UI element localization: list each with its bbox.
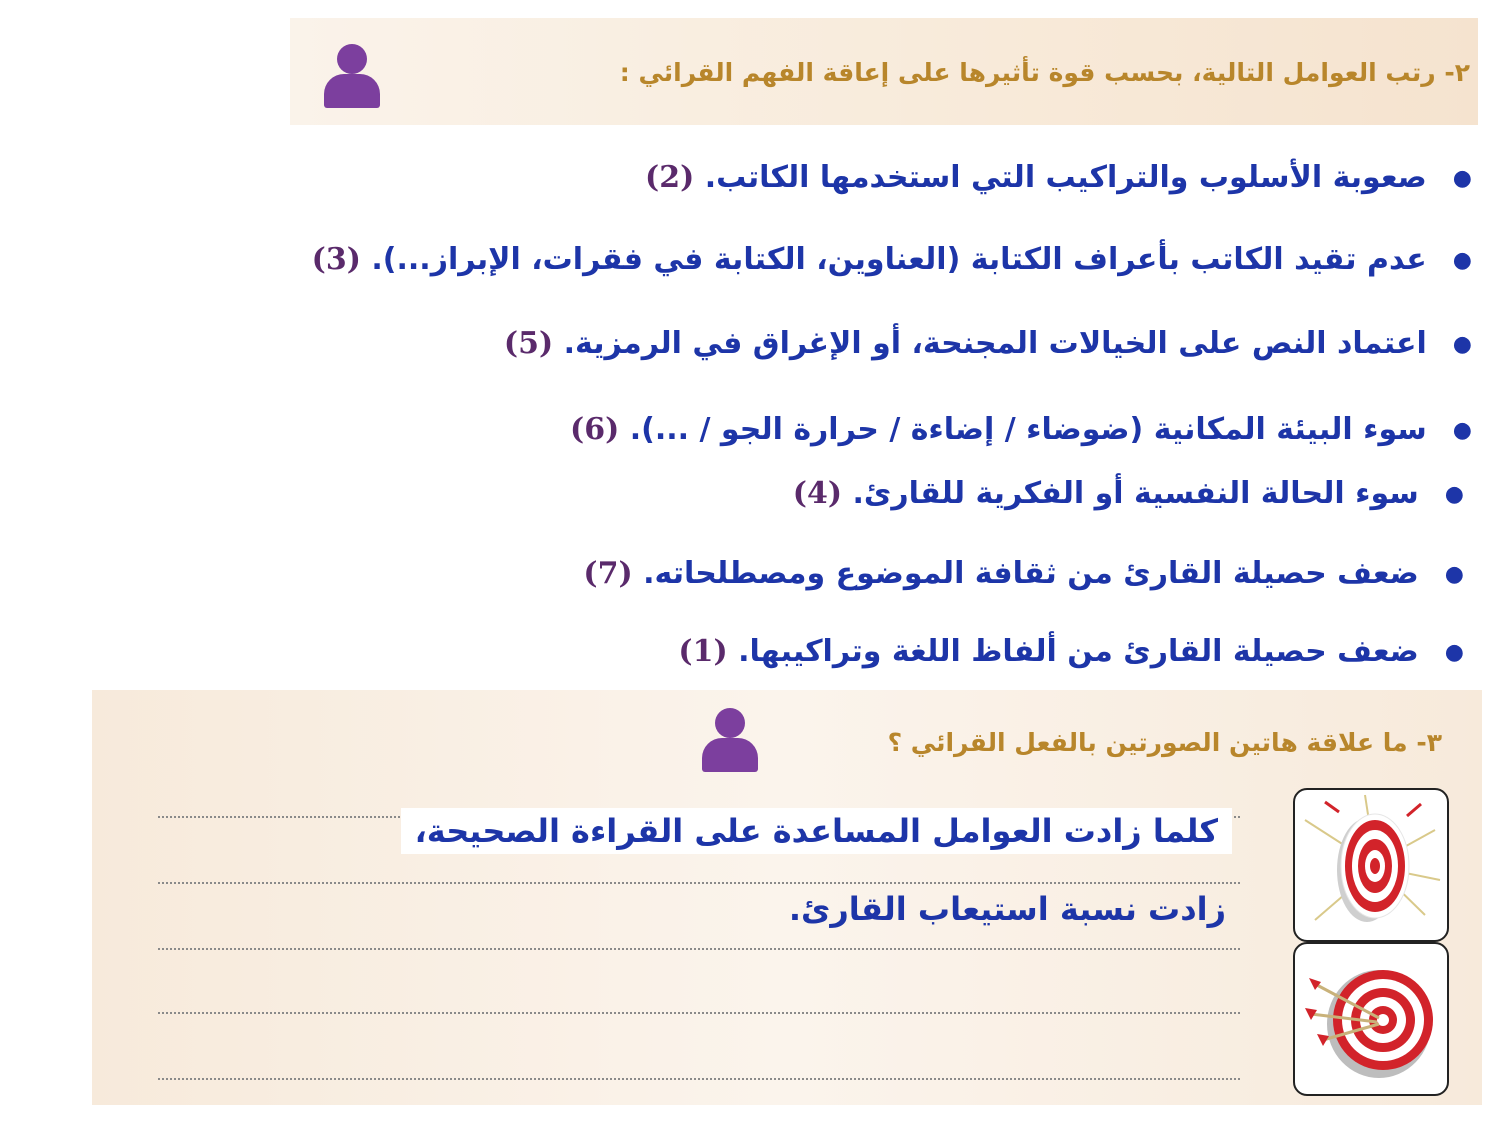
bullet-icon: ●: [1444, 640, 1464, 665]
bullet-icon: ●: [1444, 482, 1464, 507]
bullet-icon: ●: [1452, 332, 1472, 357]
answer-line: [158, 882, 1240, 884]
target-icon: [1295, 944, 1447, 1094]
item-text: ضعف حصيلة القارئ من ثقافة الموضوع ومصطلحاته.: [643, 556, 1419, 591]
item-text: سوء الحالة النفسية أو الفكرية للقارئ.: [852, 476, 1419, 511]
item-text: صعوبة الأسلوب والتراكيب التي استخدمها الكاتب.: [704, 160, 1427, 195]
rank-number: (2): [645, 160, 695, 195]
rank-number: (7): [583, 556, 633, 591]
bullet-icon: ●: [1452, 248, 1472, 273]
target-image-2: [1293, 942, 1449, 1096]
person-icon: [700, 708, 760, 772]
answer-text-line-2: زادت نسبة استيعاب القارئ.: [788, 890, 1226, 928]
list-item: [312, 242, 1472, 277]
answer-line: [158, 1012, 1240, 1014]
rank-number: (5): [503, 326, 554, 361]
target-image-1: [1293, 788, 1449, 942]
item-text: اعتماد النص على الخيالات المجنحة، أو الإغراق في الرمزية.: [563, 326, 1427, 361]
rank-number: (4): [792, 476, 843, 511]
answer-line: [158, 948, 1240, 950]
bullet-icon: ●: [1452, 418, 1472, 443]
rank-number: (1): [678, 634, 728, 669]
item-text: عدم تقيد الكاتب بأعراف الكتابة (العناوين، الكتابة في فقرات، الإبراز...).: [371, 242, 1427, 277]
list-item: [583, 556, 1464, 591]
bullet-icon: ●: [1444, 562, 1464, 587]
list-item: [645, 160, 1472, 195]
list-item: [793, 476, 1464, 511]
list-item: [504, 326, 1472, 361]
question-3-section: [92, 690, 1482, 1105]
item-text: سوء البيئة المكانية (ضوضاء / إضاءة / حرارة الجو / ...).: [629, 412, 1427, 447]
question-2-title: ٢- رتب العوامل التالية، بحسب قوة تأثيرها على إعاقة الفهم القرائي :: [619, 58, 1470, 87]
target-icon: [1295, 790, 1447, 940]
rank-number: (6): [570, 412, 620, 447]
item-text: ضعف حصيلة القارئ من ألفاظ اللغة وتراكيبها.: [738, 634, 1419, 669]
list-item: [570, 412, 1472, 447]
list-item: [678, 634, 1464, 669]
answer-text-line-1: كلما زادت العوامل المساعدة على القراءة الصحيحة،: [401, 812, 1232, 850]
answer-line: [158, 1078, 1240, 1080]
rank-number: (3): [311, 242, 361, 277]
bullet-icon: ●: [1452, 166, 1472, 191]
question-3-title: ٣- ما علاقة هاتين الصورتين بالفعل القرائي ؟: [887, 728, 1442, 757]
